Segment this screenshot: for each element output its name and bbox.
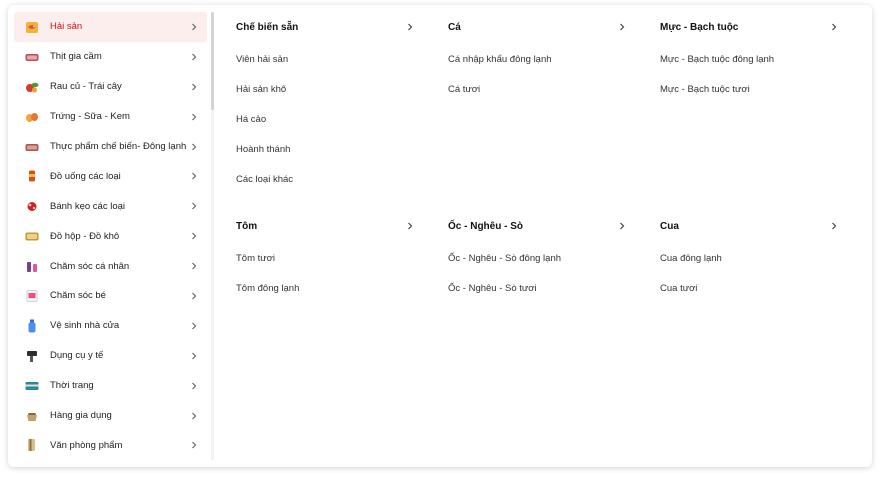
group-title: Tôm [236,220,258,232]
group-title: Ốc - Nghêu - Sò [448,220,523,232]
chevron-right-icon [190,231,198,241]
sidebar-item-canned-dry[interactable] [14,221,207,251]
subcategory-link[interactable]: Tôm tươi [236,253,275,265]
sidebar-item-household[interactable] [14,401,207,431]
sidebar-item-candy[interactable] [14,191,207,221]
chevron-right-icon [618,22,626,32]
sidebar-item-label: Đồ uống các loại [50,170,121,182]
chevron-right-icon [190,82,198,92]
sidebar-item-home-cleaning[interactable] [14,311,207,341]
sidebar-item-label: Hải sản [50,21,83,33]
subcategory-group [448,215,628,304]
chevron-right-icon [190,321,198,331]
category-list [14,12,207,460]
fashion-icon [23,377,41,395]
stationery-icon [23,436,41,454]
chevron-right-icon [190,291,198,301]
chevron-right-icon [830,22,838,32]
drink-icon [23,167,41,185]
subcategory-list [236,244,416,304]
egg-icon [23,108,41,126]
baby-care-icon [23,287,41,305]
sidebar-item-label: Chăm sóc bé [50,290,106,302]
sidebar-item-fashion[interactable] [14,371,207,401]
household-icon [23,407,41,425]
chevron-right-icon [190,22,198,32]
personal-care-icon [23,257,41,275]
sidebar-item-processed-frozen[interactable] [14,132,207,162]
subcategory-link[interactable]: Cua đông lạnh [660,253,722,265]
subcategory-link[interactable]: Ốc - Nghêu - Sò tươi [448,283,537,295]
sidebar-item-label: Chăm sóc cá nhân [50,260,130,272]
subcategory-link[interactable]: Hoành thánh [236,144,291,156]
category-mega-menu [8,5,872,467]
subcategory-link[interactable]: Mực - Bạch tuộc đông lạnh [660,54,775,66]
sidebar-item-label: Thực phẩm chế biến- Đông lạnh [50,141,187,152]
chevron-right-icon [190,261,198,271]
subcategory-group [236,16,416,194]
sidebar-item-poultry[interactable] [14,42,207,72]
chevron-right-icon [406,221,414,231]
subcategory-list [660,45,840,105]
group-title: Mực - Bạch tuộc [660,21,739,33]
chevron-right-icon [190,440,198,450]
group-header[interactable] [660,16,840,38]
sidebar-item-label: Bánh kẹo các loại [50,200,125,212]
sidebar-item-label: Vệ sinh nhà cửa [50,320,120,332]
sidebar-item-vegetables[interactable] [14,72,207,102]
sidebar-item-eggs-dairy[interactable] [14,102,207,132]
subcategory-link[interactable]: Các loại khác [236,174,294,185]
subcategory-link[interactable]: Tôm đông lạnh [236,283,300,295]
group-title: Chế biến sẵn [236,21,299,33]
category-sidebar [8,5,213,467]
sidebar-item-personal-care[interactable] [14,251,207,281]
chevron-right-icon [190,112,198,122]
cleaning-icon [23,317,41,335]
chevron-right-icon [190,351,198,361]
subcategory-link[interactable]: Há cảo [236,114,267,126]
sidebar-item-label: Dụng cụ y tế [50,350,104,362]
sidebar-item-medical[interactable] [14,341,207,371]
seafood-icon [23,18,41,36]
sidebar-item-label: Thời trang [50,380,94,392]
frozen-food-icon [23,138,41,156]
group-title: Cua [660,220,679,232]
sidebar-item-label: Đồ hộp - Đồ khô [50,230,120,242]
subcategory-link[interactable]: Hải sản khô [236,84,287,96]
subcategory-group [660,16,840,105]
chevron-right-icon [830,221,838,231]
chevron-right-icon [190,171,198,181]
medical-icon [23,347,41,365]
subcategory-list [660,244,840,304]
group-title: Cá [448,21,461,33]
subcategory-group [236,215,416,304]
chevron-right-icon [190,381,198,391]
chevron-right-icon [618,221,626,231]
meat-icon [23,48,41,66]
sidebar-item-stationery[interactable] [14,430,207,460]
subcategory-link[interactable]: Mực - Bạch tuộc tươi [660,84,750,96]
subcategory-list [236,45,416,194]
sidebar-item-label: Hàng gia dụng [50,410,112,422]
subcategory-list [448,244,628,304]
group-header[interactable] [448,16,628,38]
sidebar-scrollbar-thumb[interactable] [211,12,214,110]
group-header[interactable] [660,215,840,237]
subcategory-link[interactable]: Cá tươi [448,84,481,96]
subcategory-link[interactable]: Cua tươi [660,283,698,295]
chevron-right-icon [190,142,198,152]
chevron-right-icon [190,201,198,211]
sidebar-item-baby-care[interactable] [14,281,207,311]
subcategory-list [448,45,628,105]
canned-food-icon [23,227,41,245]
sidebar-item-label: Thịt gia cầm [50,51,102,63]
subcategory-group [660,215,840,304]
sidebar-item-seafood[interactable] [14,12,207,42]
group-header[interactable] [236,16,416,38]
subcategory-link[interactable]: Cá nhập khẩu đông lạnh [448,54,552,66]
chevron-right-icon [406,22,414,32]
subcategory-group [448,16,628,105]
candy-icon [23,197,41,215]
subcategory-link[interactable]: Ốc - Nghêu - Sò đông lạnh [448,253,562,265]
subcategory-panel [236,5,856,467]
sidebar-item-label: Trứng - Sữa - Kem [50,111,130,123]
sidebar-item-label: Văn phòng phẩm [50,439,123,451]
chevron-right-icon [190,411,198,421]
group-header[interactable] [236,215,416,237]
vegetable-icon [23,78,41,96]
sidebar-item-label: Rau củ - Trái cây [50,81,122,93]
subcategory-link[interactable]: Viên hải sản [236,54,289,66]
sidebar-item-drinks[interactable] [14,161,207,191]
group-header[interactable] [448,215,628,237]
chevron-right-icon [190,52,198,62]
